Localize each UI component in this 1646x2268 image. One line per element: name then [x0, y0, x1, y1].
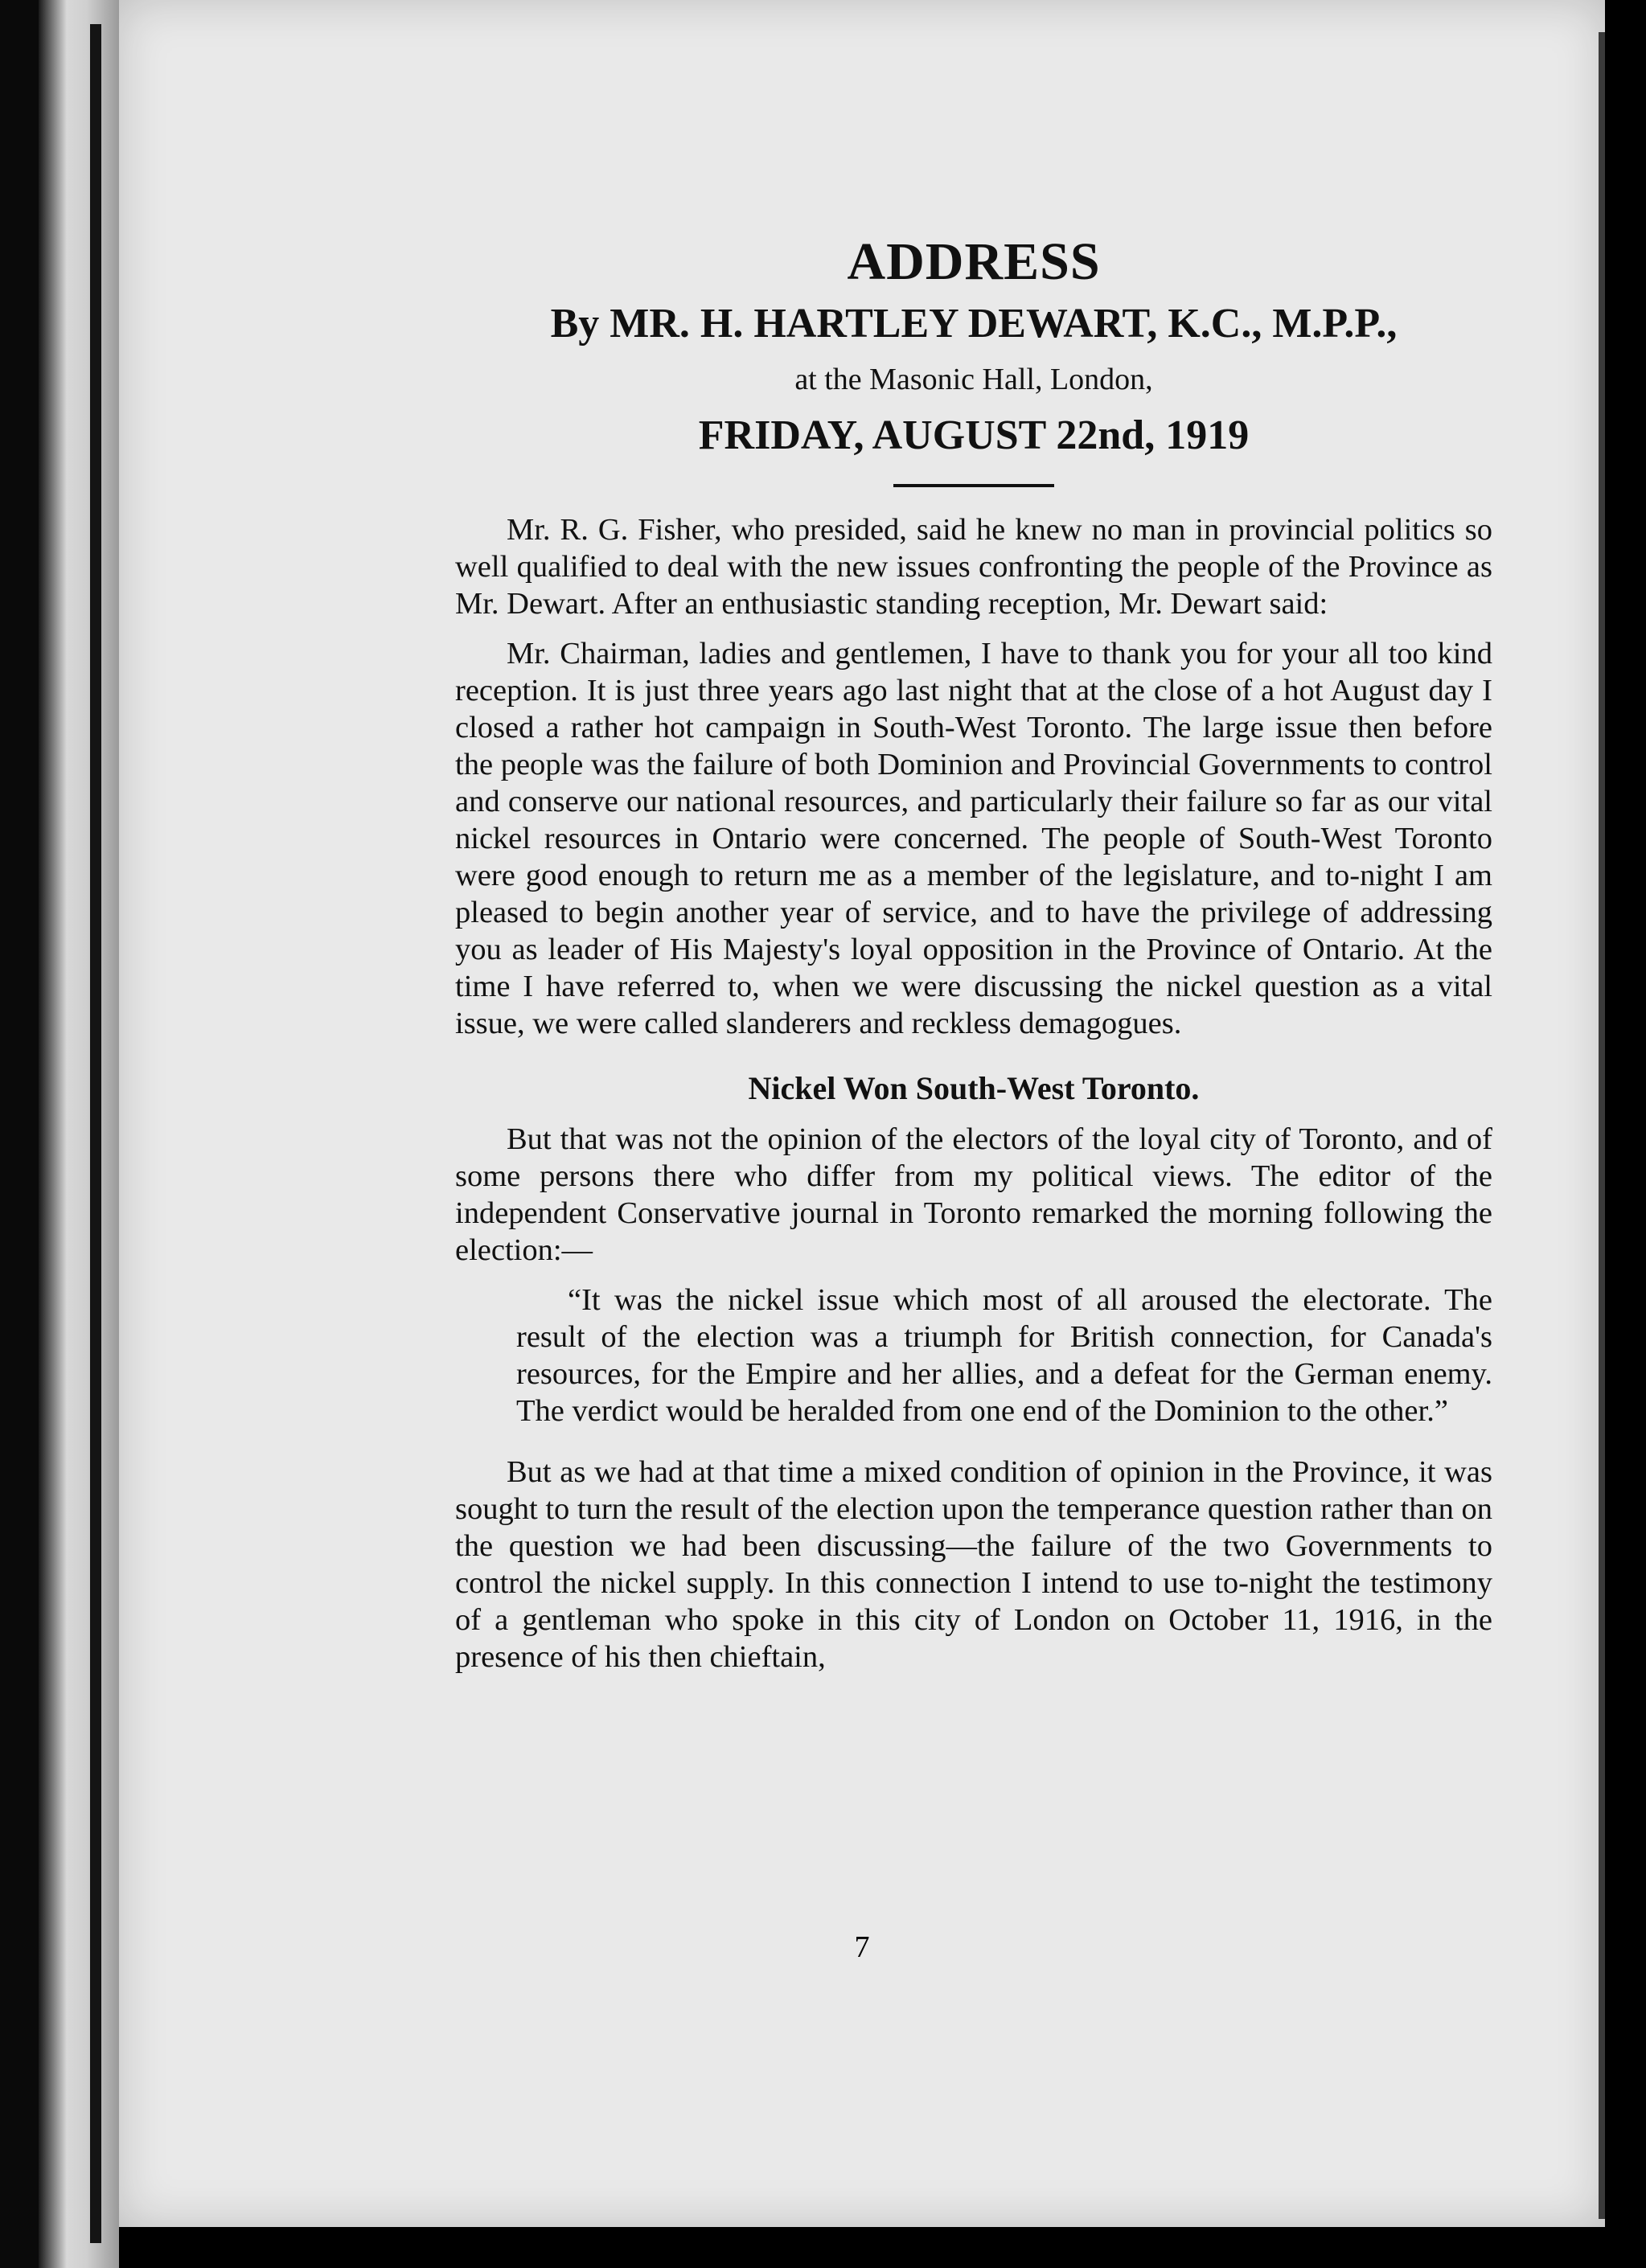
paragraph-opening-remarks: Mr. Chairman, ladies and gentlemen, I have to thank you for your all too kind reception. It is just three years ago last night that at the close of a hot August day I closed a rather hot campaign in South-West Toronto. The large issue then before the people was the failure of both Dominion and Provincial Governments to control and conserve our national resources, and particularly their failure so far as our vital nickel resources in Ontario were concerned. The people of South-West Toronto were good enough to return me as a member of the legislature, and to-night I am pleased to begin another year of service, and to have the privilege of addressing you as leader of His Majesty's loyal opposition in the Province of Ontario. At the time I have referred to, when we were discussing the nickel question as a vital issue, we were called slanderers and reckless demagogues.	[455, 636, 1492, 1040]
document-page	[119, 0, 1605, 2227]
paragraph-intro: Mr. R. G. Fisher, who presided, said he knew no man in provincial politics so well qualified to deal with the new issues confronting the people of the Province as Mr. Dewart. After an enthusiastic standing reception, Mr. Dewart said:	[455, 512, 1492, 621]
scan-right-border	[1605, 0, 1646, 2268]
venue-line: at the Masonic Hall, London,	[794, 363, 1153, 397]
editor-quote: “It was the nickel issue which most of all aroused the electorate. The result of the election was a triumph for British connection, for Canada's resources, for the Empire and her allies, and a defeat for the German enemy. The verdict would be heralded from one end of the Dominion to the other.”	[516, 1282, 1492, 1428]
section-heading: Nickel Won South-West Toronto.	[748, 1069, 1200, 1106]
page-content	[455, 233, 1492, 1688]
binding-spine	[90, 24, 101, 2243]
title-divider	[893, 484, 1054, 487]
paragraph-electors: But that was not the opinion of the electors of the loyal city of Toronto, and of some persons there who differ from my political views. The editor of the independent Conservative journal in Toronto remarked the morning following the election:—	[455, 1122, 1492, 1267]
document-title: ADDRESS	[847, 232, 1101, 291]
page-number: 7	[854, 1930, 870, 1964]
date-line: FRIDAY, AUGUST 22nd, 1919	[698, 412, 1250, 458]
facing-page-edge	[39, 0, 119, 2268]
speaker-byline: By MR. H. HARTLEY DEWART, K.C., M.P.P.,	[550, 300, 1398, 347]
page-right-shadow	[1599, 32, 1605, 2219]
paragraph-temperance: But as we had at that time a mixed condition of opinion in the Province, it was sought to turn the result of the election upon the temperance question rather than on the question we had been discussing—the failure of the two Governments to control the nickel supply. In this connection I intend to use to-night the testimony of a gentleman who spoke in this city of London on October 11, 1916, in the presence of his then chieftain,	[455, 1454, 1492, 1674]
